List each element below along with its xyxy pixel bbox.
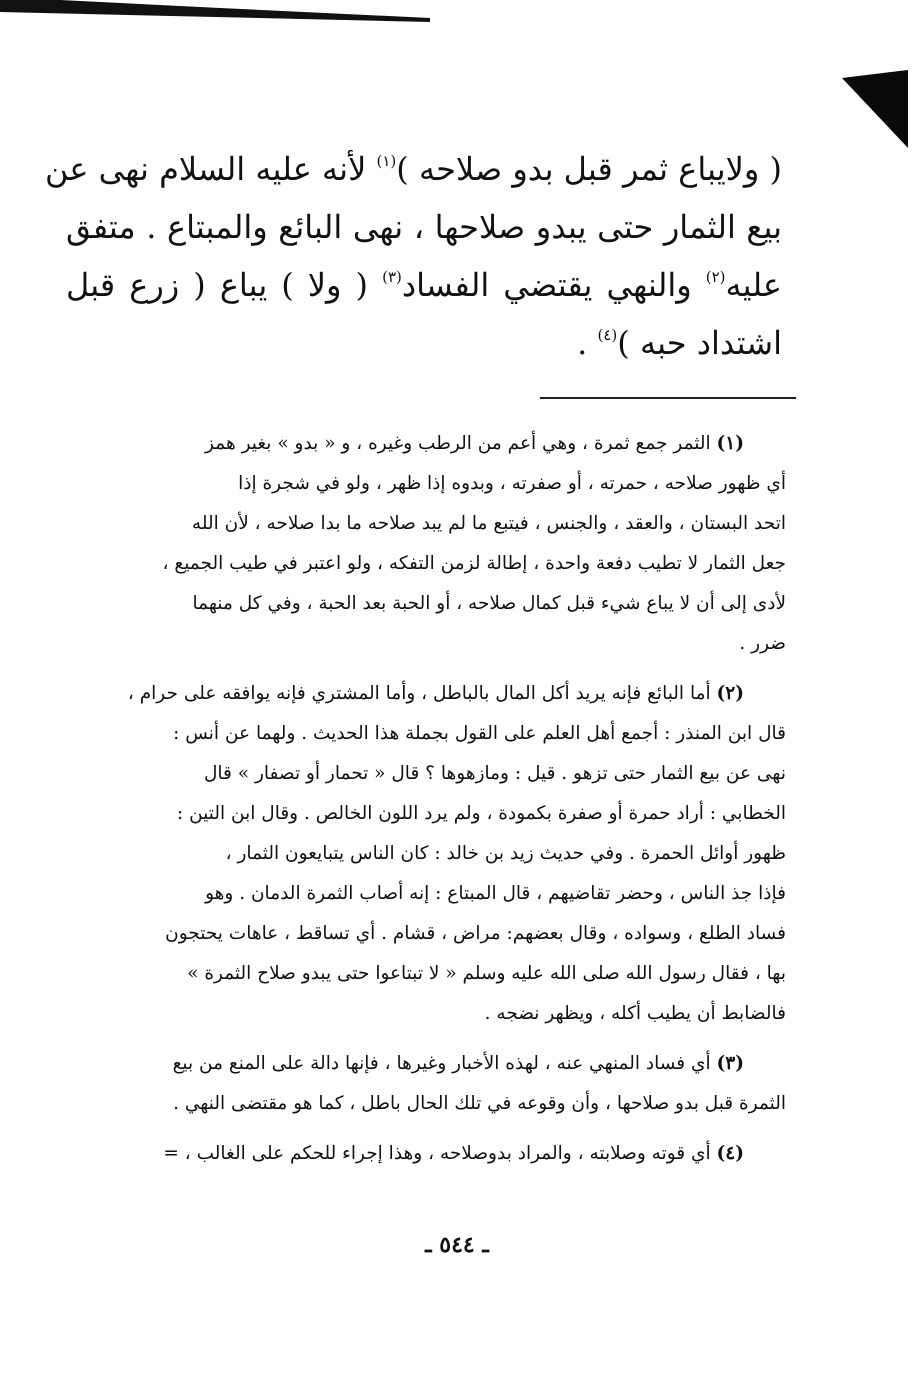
footnote-ref[interactable]: (٣) [382,268,402,286]
footnote-2 [60,674,786,1034]
footnote-4 [60,1134,786,1174]
footnote-text: الثمر جمع ثمرة ، وهي أعم من الرطب وغيره ، و « بدو » بغير همز [205,433,711,454]
footnote-line: فإذا جذ الناس ، وحضر تقاضيهم ، قال المبتاع : إنه أصاب الثمرة الدمان . وهو [205,883,786,904]
footnote-line [60,424,786,464]
footnotes-section [60,424,786,1184]
footnote-line: نهى عن بيع الثمار حتى تزهو . قيل : ومازهوها ؟ قال « تحمار أو تصفار » قال [203,763,786,784]
main-text-segment: ( ولا ) يباع ( زرع قبل [66,266,383,304]
main-text-segment: ( ولايباع ثمر قبل بدو صلاحه ) [396,150,782,188]
footnote-line [60,1044,786,1084]
corner-triangle-mark [842,70,914,150]
footnote-number: (١) [716,433,744,454]
footnote-text: أي فساد المنهي عنه ، لهذه الأخبار وغيرها ، فإنها دالة على المنع من بيع [172,1053,711,1074]
footnote-number: (٣) [716,1053,744,1074]
footnote-line: جعل الثمار لا تطيب دفعة واحدة ، إطالة لزمن التفكه ، ولو اعتبر في طيب الجميع ، [162,553,786,574]
main-text-segment: . [577,324,598,362]
main-line [44,140,782,198]
footnote-line: الخطابي : أراد حمرة أو صفرة بكمودة ، ولم يرد اللون الخالص . وقال ابن التين : [176,803,786,824]
footnote-ref[interactable]: (٢) [705,268,726,286]
footnote-number: (٢) [716,683,744,704]
footnote-line: أي ظهور صلاحه ، حمرته ، أو صفرته ، وبدوه إذا ظهر ، ولو في شجرة إذا [238,473,786,494]
footnote-1 [60,424,786,664]
footnote-line: لأدى إلى أن لا يباع شيء قبل كمال صلاحه ، أو الحبة بعد الحبة ، وفي كل منهما [192,593,786,614]
footnote-text: أي قوته وصلابته ، والمراد بدوصلاحه ، وهذا إجراء للحكم على الغالب ، = [163,1143,711,1164]
footnote-line: قال ابن المنذر : أجمع أهل العلم على القول بجملة هذا الحديث . ولهما عن أنس : [173,723,786,744]
footnote-line: بها ، فقال رسول الله صلى الله عليه وسلم « لا تبتاعوا حتى يبدو صلاح الثمرة » [187,963,786,984]
footnote-line: اتحد البستان ، والعقد ، والجنس ، فيتبع ما لم يبد صلاحه ما بدا صلاحه ، لأن الله [191,513,786,534]
main-text [44,140,782,372]
main-text-segment: بيع الثمار حتى يبدو صلاحها ، نهى البائع والمبتاع . متفق [66,208,782,246]
footnote-divider [540,397,796,399]
main-text-segment: عليه [725,266,782,304]
main-text-segment: لأنه عليه السلام نهى عن [44,150,377,188]
footnote-line: فساد الطلع ، وسواده ، وقال بعضهم: مراض ، قشام . أي تساقط ، عاهات يحتجون [165,923,786,944]
main-line [66,198,782,256]
footnote-line: ضرر . [739,633,786,654]
footnote-ref[interactable]: (٤) [597,326,618,344]
scan-edge-shadow [0,0,914,40]
main-line [66,314,782,372]
footnote-line: ظهور أوائل الحمرة . وفي حديث زيد بن خالد : كان الناس يتبايعون الثمار ، [225,843,786,864]
footnote-line: فالضابط أن يطيب أكله ، ويظهر نضجه . [484,1003,786,1024]
footnote-line: الثمرة قبل بدو صلاحها ، وأن وقوعه في تلك الحال باطل ، كما هو مقتضى النهي . [173,1093,786,1114]
page-number: ـ ٥٤٤ ـ [425,1232,489,1258]
footnote-number: (٤) [716,1143,744,1164]
footnote-ref[interactable]: (١) [376,152,397,170]
main-text-segment: والنهي يقتضي الفساد [401,266,706,304]
footnote-3 [60,1044,786,1124]
footnote-line [60,674,786,714]
main-text-segment: اشتداد حبه ) [617,324,782,362]
footnote-text: أما البائع فإنه يريد أكل المال بالباطل ، وأما المشتري فإنه يوافقه على حرام ، [127,683,711,704]
main-line [66,256,782,314]
footnote-line [60,1134,786,1174]
